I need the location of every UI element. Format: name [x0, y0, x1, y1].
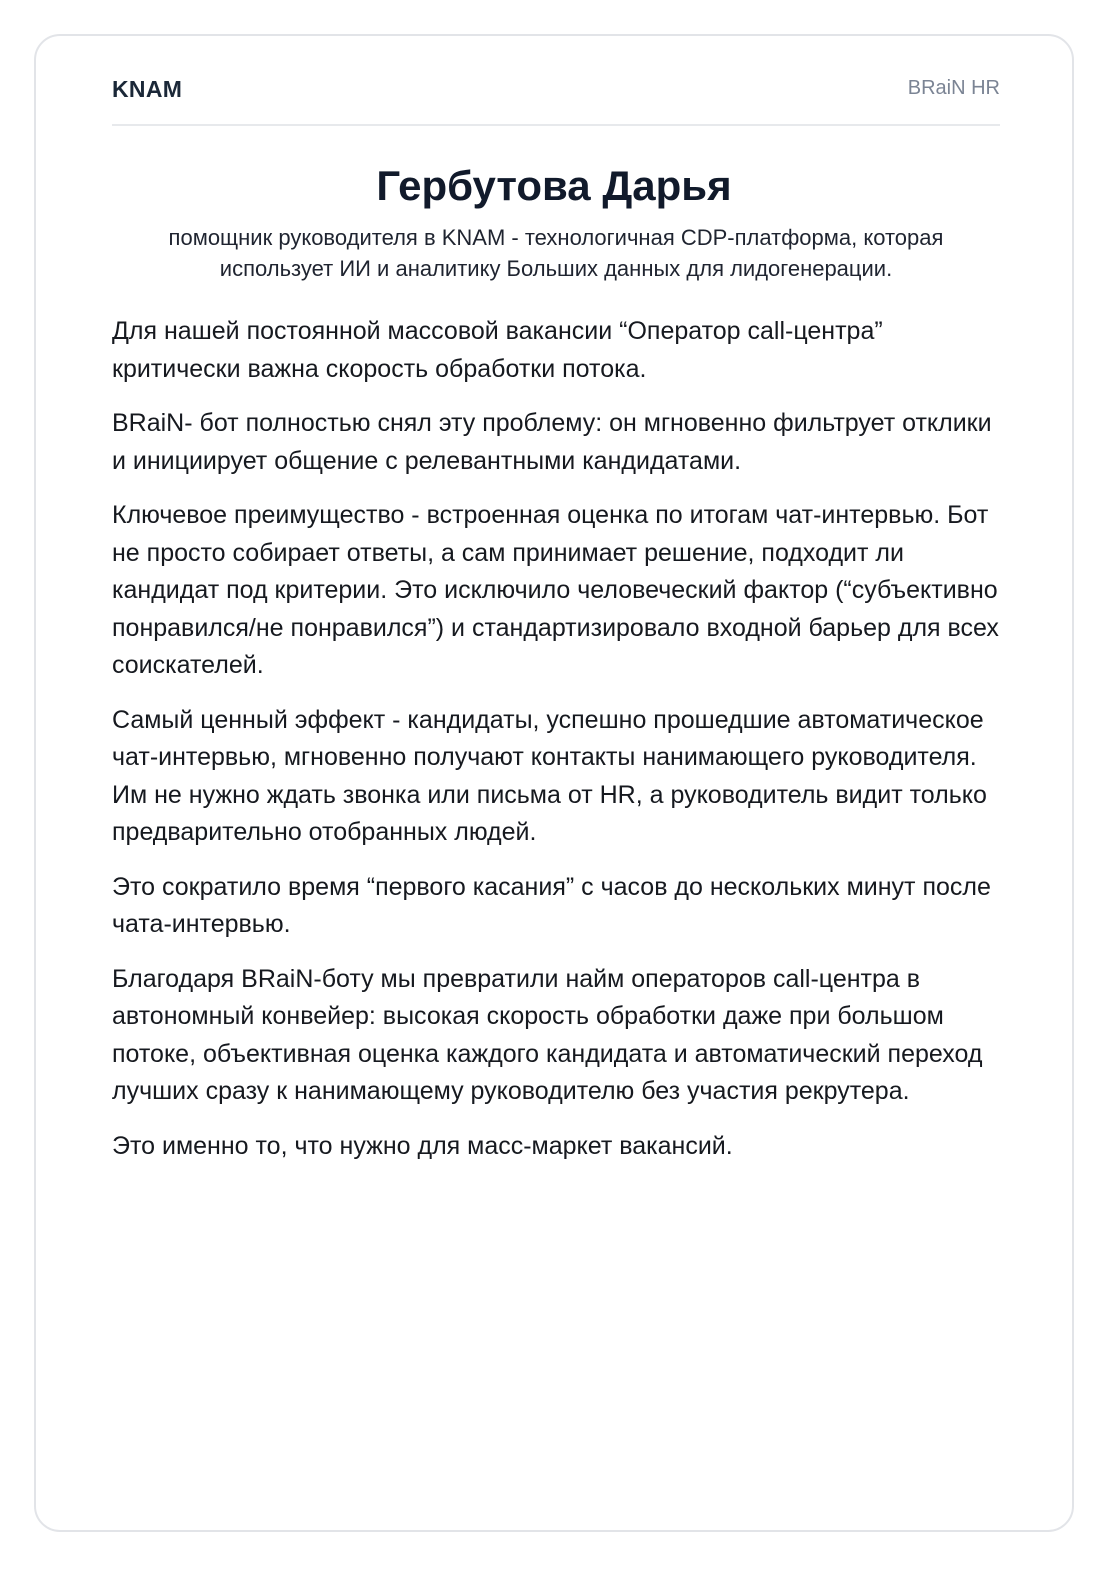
card-header	[112, 76, 1000, 126]
paragraph-6: Благодаря BRaiN-боту мы превратили найм операторов call-центра в автономный конвейер: высокая скорость обработки даже при большом потоке, объективная оценка каждого кандидата и автоматический переход лучших сразу к нанимающему руководителю без участия рекрутера.	[112, 964, 983, 1105]
paragraph-1: Для нашей постоянной массовой вакансии “Оператор call-центра” критически важна скорость обработки потока.	[112, 317, 883, 383]
paragraph-7: Это именно то, что нужно для масс-маркет вакансий.	[112, 1131, 733, 1160]
paragraph-2: BRaiN- бот полностью снял эту проблему: он мгновенно фильтрует отклики и инициирует общение с релевантными кандидатами.	[112, 409, 992, 475]
product-name: BRaiN HR	[907, 77, 1000, 99]
paragraph-5: Это сократило время “первого касания” с часов до нескольких минут после чата-интервью.	[112, 872, 991, 938]
testimonial-body	[112, 313, 1004, 1182]
paragraph-3: Ключевое преимущество - встроенная оценка по итогам чат-интервью. Бот не просто собирает ответы, а сам принимает решение, подходит ли кандидат под критерии. Это исключило человеческий фактор (“субъективно понравился/не понравился”) и стандартизировало входной барьер для всех соискателей.	[112, 501, 999, 679]
testimonial-card	[34, 34, 1074, 1532]
author-name: Гербутова Дарья	[376, 162, 732, 209]
paragraph-4: Самый ценный эффект - кандидаты, успешно прошедшие автоматическое чат-интервью, мгновенно получают контакты нанимающего руководителя. Им не нужно ждать звонка или письма от HR, а руководитель видит только предварительно отобранных людей.	[112, 705, 987, 846]
company-logo-text: KNAM	[112, 76, 183, 102]
author-role: помощник руководителя в KNAM - технологичная CDP-платформа, которая использует ИИ и аналитику Больших данных для лидогенерации.	[168, 225, 944, 281]
